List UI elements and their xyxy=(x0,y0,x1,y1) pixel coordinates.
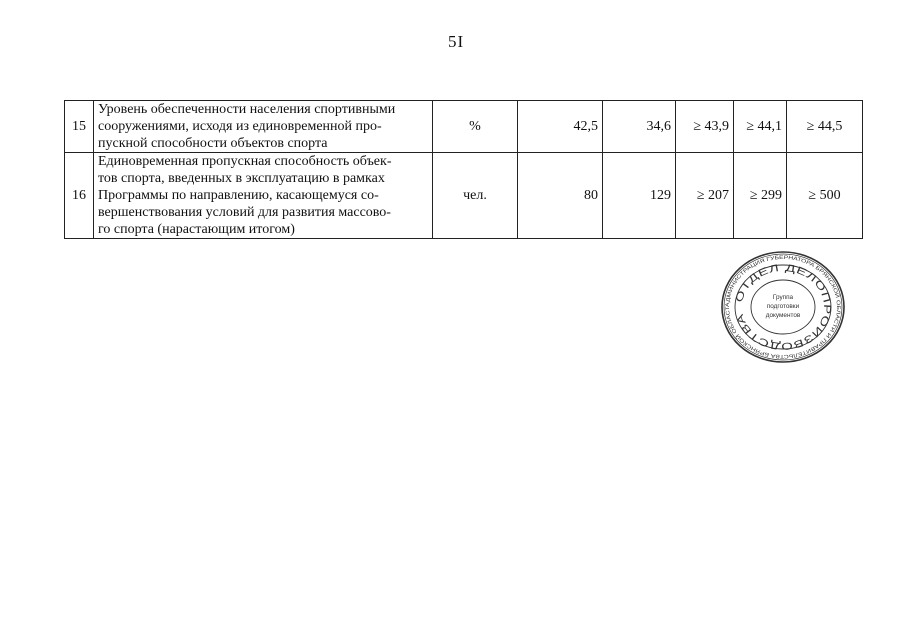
value-cell: ≥ 299 xyxy=(734,153,787,239)
row-number: 16 xyxy=(65,153,94,239)
indicator-name xyxy=(94,101,433,153)
office-stamp xyxy=(721,251,845,363)
value-cell: 129 xyxy=(603,153,676,239)
indicator-name xyxy=(94,153,433,239)
indicators-table xyxy=(64,100,863,239)
value-cell: ≥ 43,9 xyxy=(676,101,734,153)
value-cell: 80 xyxy=(518,153,603,239)
table-row xyxy=(65,153,863,239)
indicator-name-line: вершенствования условий для развития массово- xyxy=(98,205,391,220)
indicator-name-line: Уровень обеспеченности населения спортивными xyxy=(98,102,396,117)
unit-cell: чел. xyxy=(433,153,518,239)
value-cell: 42,5 xyxy=(518,101,603,153)
indicator-name-line: Программы по направлению, касающемуся со- xyxy=(98,188,379,203)
indicator-name-line: го спорта (нарастающим итогом) xyxy=(98,222,295,237)
stamp-center-line: Группа xyxy=(772,294,794,301)
value-cell: ≥ 44,5 xyxy=(787,101,863,153)
indicator-name-line: Единовременная пропускная способность объек- xyxy=(98,154,392,169)
stamp-center-line: подготовки xyxy=(766,303,800,310)
value-cell: ≥ 44,1 xyxy=(734,101,787,153)
indicator-name-line: тов спорта, введенных в эксплуатацию в рамках xyxy=(98,171,385,186)
stamp-center-text xyxy=(766,294,801,319)
indicator-name-line: пускной способности объектов спорта xyxy=(98,136,328,151)
table-row xyxy=(65,101,863,153)
stamp-outer-text: АДМИНИСТРАЦИЯ ГУБЕРНАТОРА БРЯНСКОЙ ОБЛАСТИ И ПРАВИТЕЛЬСТВА БРЯНСКОЙ ОБЛАСТ xyxy=(724,254,842,360)
value-cell: ≥ 500 xyxy=(787,153,863,239)
value-cell: ≥ 207 xyxy=(676,153,734,239)
row-number: 15 xyxy=(65,101,94,153)
indicator-name-line: сооружениями, исходя из единовременной про- xyxy=(98,119,382,134)
page-number: 5I xyxy=(448,32,465,51)
unit-cell: % xyxy=(433,101,518,153)
stamp-mid-text: ОТДЕЛ ДЕЛОПРОИЗВОДСТВА xyxy=(734,262,833,352)
stamp-center-line: документов xyxy=(765,312,801,319)
value-cell: 34,6 xyxy=(603,101,676,153)
